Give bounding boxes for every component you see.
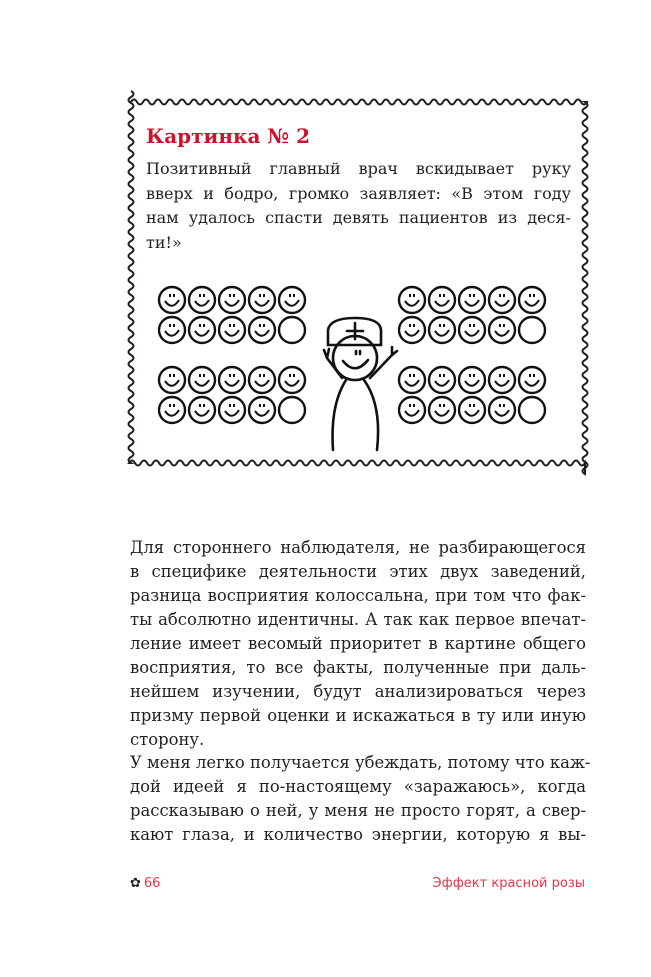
box-title: Картинка № 2 <box>146 124 310 148</box>
smiley-face-icon <box>249 397 275 423</box>
smiley-face-icon <box>489 287 515 313</box>
box-caption <box>146 157 571 255</box>
smiley-face-icon <box>249 317 275 343</box>
smiley-face-icon <box>159 287 185 313</box>
text-line: рассказываю о ней, у меня не просто горят, а свер- <box>130 801 586 820</box>
text-line: в специфике деятельности этих двух заведений, <box>130 562 586 581</box>
smiley-face-icon <box>399 367 425 393</box>
text-line: восприятия, то все факты, полученные при даль- <box>130 658 586 677</box>
smiley-face-icon <box>459 367 485 393</box>
smiley-face-icon <box>399 317 425 343</box>
smiley-face-icon <box>399 397 425 423</box>
smiley-face-icon <box>429 317 455 343</box>
wavy-border <box>129 91 588 474</box>
caption-line: нам удалось спасти девять пациентов из деся- <box>146 208 571 227</box>
smiley-face-icon <box>189 397 215 423</box>
smiley-face-icon <box>219 397 245 423</box>
empty-circle-icon <box>519 397 545 423</box>
smiley-face-icon <box>189 287 215 313</box>
smiley-face-icon <box>159 397 185 423</box>
caption-line: вверх и бодро, громко заявляет: «В этом году <box>146 183 571 203</box>
doctor-figure <box>324 318 397 450</box>
text-line: призму первой оценки и искажаться в ту или иную <box>130 706 586 725</box>
smiley-face-icon <box>159 367 185 393</box>
paragraph-2 <box>130 751 591 847</box>
text-line: Для стороннего наблюдателя, не разбирающегося <box>130 538 586 557</box>
smiley-face-icon <box>279 287 305 313</box>
text-line: У меня легко получается убеждать, потому что каж- <box>130 753 591 772</box>
smiley-face-icon <box>279 367 305 393</box>
smiley-face-icon <box>429 367 455 393</box>
smiley-face-icon <box>519 287 545 313</box>
patient-faces <box>159 287 545 423</box>
running-title: Эффект красной розы <box>432 876 585 891</box>
smiley-face-icon <box>489 317 515 343</box>
text-line: нейшем изучении, будут анализироваться через <box>130 682 586 701</box>
page-number-text: 66 <box>143 876 161 891</box>
caption-line: ти!» <box>146 232 182 252</box>
smiley-face-icon <box>459 287 485 313</box>
smiley-face-icon <box>489 367 515 393</box>
smiley-face-icon <box>399 287 425 313</box>
smiley-face-icon <box>429 397 455 423</box>
rose-icon: ✿ <box>130 876 141 891</box>
smiley-face-icon <box>219 367 245 393</box>
smiley-face-icon <box>249 287 275 313</box>
page-number <box>130 876 160 891</box>
smiley-face-icon <box>519 367 545 393</box>
smiley-face-icon <box>459 397 485 423</box>
empty-circle-icon <box>279 317 305 343</box>
smiley-face-icon <box>489 397 515 423</box>
empty-circle-icon <box>519 317 545 343</box>
empty-circle-icon <box>279 397 305 423</box>
smiley-face-icon <box>459 317 485 343</box>
smiley-face-icon <box>219 287 245 313</box>
text-line: ление имеет весомый приоритет в картине общего <box>130 634 586 653</box>
text-line: кают глаза, и количество энергии, которую я вы- <box>130 825 586 844</box>
smiley-face-icon <box>219 317 245 343</box>
text-line: ты абсолютно идентичны. А так как первое впечат- <box>130 610 586 629</box>
text-line: разница восприятия колоссальна, при том что фак- <box>130 586 586 605</box>
paragraph-1 <box>130 536 586 752</box>
text-line: дой идеей я по-настоящему «заражаюсь», когда <box>130 777 586 796</box>
text-line: сторону. <box>130 730 205 749</box>
smiley-face-icon <box>249 367 275 393</box>
smiley-face-icon <box>189 367 215 393</box>
caption-line: Позитивный главный врач вскидывает руку <box>146 159 571 178</box>
smiley-face-icon <box>189 317 215 343</box>
smiley-face-icon <box>429 287 455 313</box>
smiley-face-icon <box>159 317 185 343</box>
